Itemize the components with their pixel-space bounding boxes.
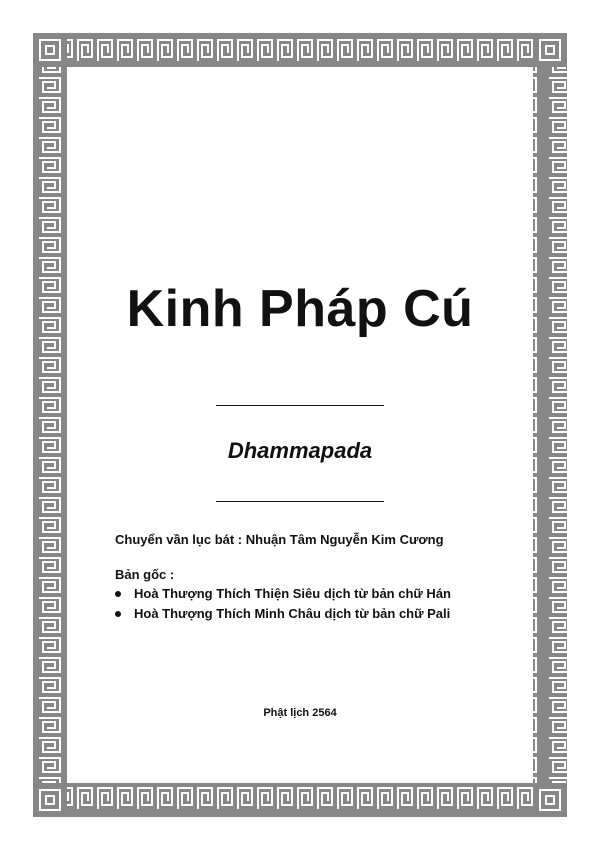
list-item xyxy=(115,584,451,604)
sources-label: Bản gốc : xyxy=(115,567,175,582)
bullet-icon xyxy=(115,591,121,597)
translator-credit: Chuyển vần lục bát : Nhuận Tâm Nguyễn Kim Cương xyxy=(115,532,444,547)
divider-top xyxy=(216,405,384,406)
page-title: Kinh Pháp Cú xyxy=(126,280,474,338)
buddhist-era-year: Phật lịch 2564 xyxy=(263,707,337,719)
list-item xyxy=(115,604,451,624)
sources-list xyxy=(115,584,451,624)
divider-bottom xyxy=(216,501,384,502)
cover-panel xyxy=(67,67,533,783)
subtitle: Dhammapada xyxy=(227,438,373,463)
source-text: Hoà Thượng Thích Thiện Siêu dịch từ bản chữ Hán xyxy=(134,586,451,601)
source-text: Hoà Thượng Thích Minh Châu dịch từ bản chữ Pali xyxy=(134,606,451,621)
bullet-icon xyxy=(115,611,121,617)
